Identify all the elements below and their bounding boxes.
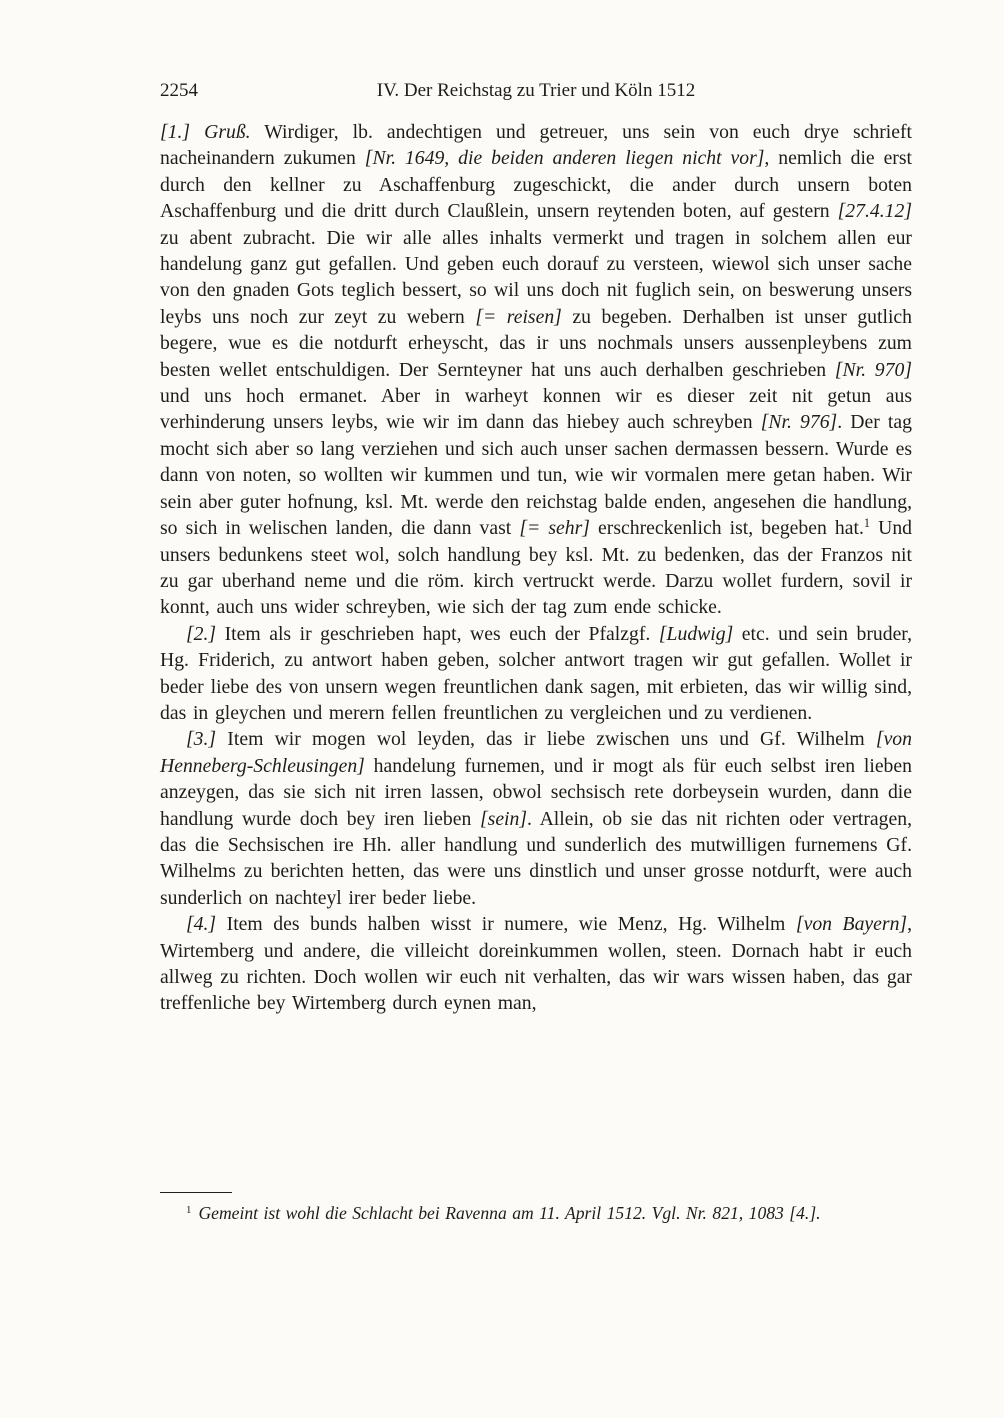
text-segment: [Ludwig]: [658, 622, 734, 645]
text-segment: Item als ir geschrieben hapt, wes euch der Pfalzgf.: [216, 622, 659, 645]
text-segment: erschreckenlich ist, begeben hat.: [589, 517, 864, 540]
text-segment: . Allein, ob sie das nit richten oder vertragen, das die Sechsischen ire Hh. aller handlung und sunderlich des mutwilligen furnemens Gf. Wilhelms zu berichten hetten, das were uns dinstlich und unser grosse notdurft, were auch sunderlich on nachteyl irer beder liebe.: [160, 807, 912, 909]
paragraph: [160, 726, 912, 911]
paragraph: [160, 119, 912, 621]
footnote-block: [160, 1192, 912, 1227]
text-segment: [27.4.12]: [837, 200, 912, 223]
text-segment: [sein]: [480, 807, 528, 830]
footnote-reference: 1: [863, 516, 871, 531]
text-segment: Item wir mogen wol leyden, das ir liebe zwischen uns und Gf. Wilhelm: [216, 728, 876, 751]
page-number: 2254: [160, 80, 198, 101]
text-segment: , Wirtemberg und andere, die villeicht doreinkummen wollen, steen. Dornach habt ir euch allweg zu richten. Doch wollen wir euch nit verhalten, das wir wars wissen haben, das gar treffenliche bey Wirtemberg durch eynen man,: [160, 913, 912, 1015]
text-segment: und uns hoch ermanet. Aber in warheyt konnen wir es dieser zeit nit getun aus verhinderung unsers leybs, wie wir im dann das hiebey auch schreyben: [160, 385, 912, 434]
text-segment: zu begeben. Derhalben ist unser gutlich begere, wue es die notdurft erheyscht, das ir uns nochmals unsers aussenpleybens zum besten wellet entschuldigen. Der Sernteyner hat uns auch derhalben geschrieben: [160, 305, 913, 381]
text-segment: [2.]: [186, 622, 217, 645]
footnote-rule: [160, 1192, 232, 1193]
text-segment: [= sehr]: [519, 517, 590, 540]
text-segment: [von Bayern]: [795, 913, 908, 936]
paragraph: [160, 911, 912, 1017]
page-header: [160, 80, 912, 102]
text-segment: Und unsers bedunkens steet wol, solch handlung bey ksl. Mt. zu bedenken, das der Franzos nit zu gar uberhand neme und die röm. kirch vertruckt werde. Darzu wollet furdern, sovil ir konnt, auch uns wider schreyben, wie sich der tag zum ende schicke.: [160, 517, 913, 619]
text-segment: etc. und sein bruder, Hg. Friderich, zu antwort haben geben, solcher antwort tragen wir gut gefallen. Wollet ir beder liebe des von unsern wegen freuntlichen dank sagen, mit erbieten, das wir willig sind, das in gleychen und merern fellen freuntlichen zu vergleichen und zu verdienen.: [160, 622, 912, 724]
text-segment: [3.]: [186, 728, 217, 751]
text-segment: . Der tag mocht sich aber so lang verziehen und sich auch unser sachen dermassen bessern. Wurde es dann von noten, so wollten wir kummen und tun, wie wir vormalen mere getan haben. Wir sein aber guter hofnung, ksl. Mt. werde den reichstag balde enden, angesehen die handlung, so sich in welischen landen, die dann vast: [160, 411, 912, 540]
footnote-marker: 1: [186, 1204, 192, 1216]
text-segment: [1.] Gruß.: [160, 121, 251, 143]
text-segment: [Nr. 1649, die beiden anderen liegen nicht vor]: [364, 147, 765, 170]
text-segment: [von Henneberg-Schleusingen]: [160, 728, 912, 777]
text-segment: [4.]: [186, 913, 217, 936]
text-segment: [= reisen]: [475, 305, 562, 328]
text-segment: zu abent zubracht. Die wir alle alles inhalts vermerkt und tragen in solchem allen eur handelung ganz gut gefallen. Und geben euch dorauf zu versteen, wiewol sich unser sache von den gnaden Gots teglich bessert, so wil uns doch nit fuglich sein, on beswerung unsers leybs uns noch zur zeyt zu webern: [160, 226, 912, 328]
text-segment: Gemeint ist wohl die Schlacht bei Ravenna am 11. April 1512. Vgl. Nr. 821, 1083 [4.].: [198, 1203, 821, 1223]
footnote-paragraph: [160, 1201, 912, 1227]
body-paragraphs: [160, 119, 912, 1017]
text-segment: Wirdiger, lb. andechtigen und getreuer, uns sein von euch drye schrieft nacheinandern zukumen: [160, 121, 912, 170]
text-segment: [Nr. 976]: [760, 411, 838, 434]
paragraph: [160, 621, 912, 727]
running-head: IV. Der Reichstag zu Trier und Köln 1512: [376, 80, 696, 101]
text-segment: [Nr. 970]: [834, 358, 912, 381]
text-segment: , nemlich die erst durch den kellner zu Aschaffenburg zugeschickt, die ander durch unsern boten Aschaffenburg und die dritt durch Claußlein, unsern reytenden boten, auf gestern: [160, 147, 912, 223]
footnote-text: [198, 1203, 820, 1223]
text-segment: handelung furnemen, und ir mogt als für euch selbst iren lieben anzeygen, das sie sich nit irren lassen, obwol sechsisch rete dorbeysein wurden, dann die handlung wurde doch bey iren lieben: [160, 754, 912, 830]
text-segment: Item des bunds halben wisst ir numere, wie Menz, Hg. Wilhelm: [216, 913, 796, 936]
